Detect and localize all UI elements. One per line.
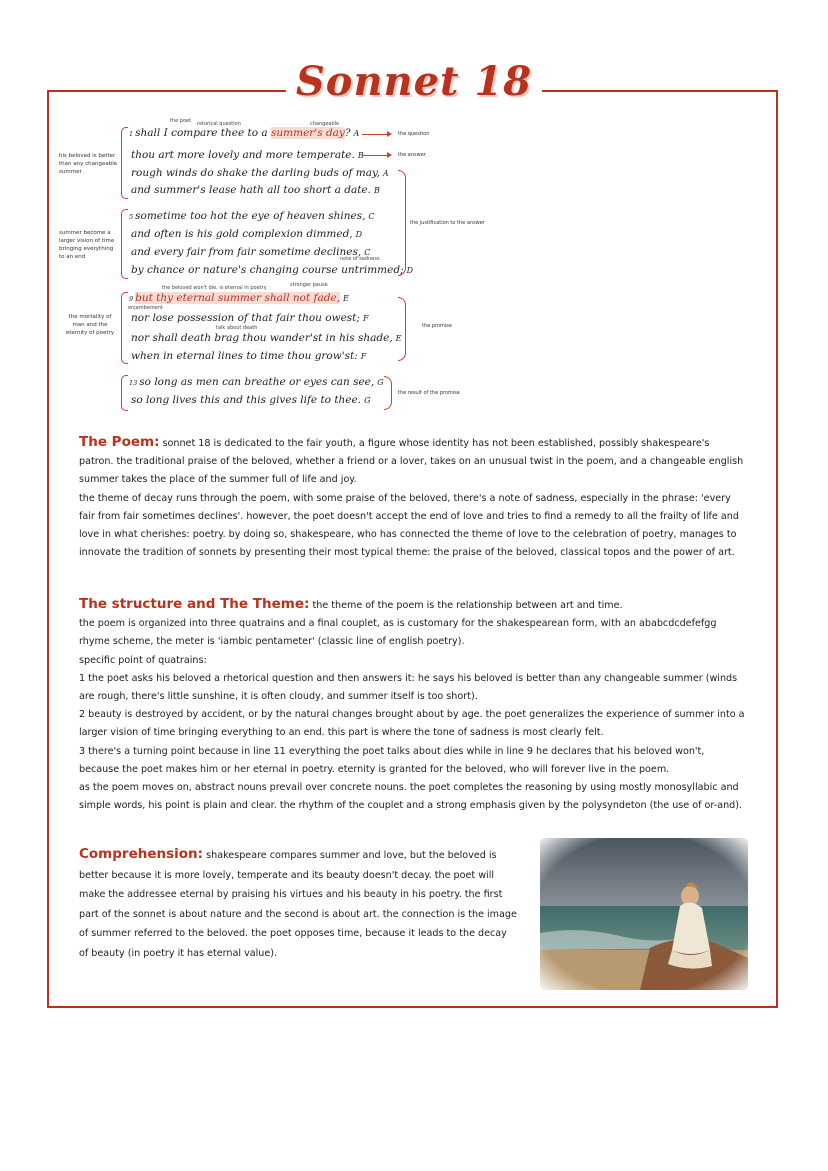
annotation-sadness: note of sadness — [340, 256, 380, 262]
annotation-the-poet: the poet — [170, 118, 192, 124]
structure-paragraph-7: as the poem moves on, abstract nouns prevail over concrete nouns. the poet completes the reasoning by using mostly monosyllabic and simple words, his point is plain and clear. the rhythm of the couplet and a strong emphasis given by the polysyndeton (the use of or-and). — [79, 782, 743, 812]
comprehension-heading: Comprehension: — [79, 846, 204, 862]
left-note-1: his beloved is better than any changeable summer — [59, 153, 118, 175]
sonnet-line: so long lives this and this gives life to thee. G — [131, 394, 371, 406]
note-justification: the justification to the answer — [410, 220, 485, 226]
poem-heading: The Poem: — [79, 434, 160, 450]
annotation-stronger-pause: stronger pause — [290, 282, 328, 288]
quatrain-point-3: 3 there's a turning point because in line 11 everything the poet talks about dies while in line 9 he declares that his beloved won't, because the poet makes him or her eternal in poetry. eternity is granted for the beloved, who will forever live in the poem. — [79, 745, 705, 775]
annotation-enjambement: enjambement — [128, 305, 163, 311]
sonnet-line: thou art more lovely and more temperate. B — [131, 149, 364, 161]
sonnet-line: 13 so long as men can breathe or eyes can see, G — [129, 376, 384, 388]
page-frame — [47, 90, 778, 1008]
sonnet-line: 5 sometime too hot the eye of heaven shines, C — [129, 210, 375, 222]
sonnet-line: 9 but thy eternal summer shall not fade, E — [129, 292, 349, 304]
sonnet-line: 1 shall I compare thee to a summer's day? A — [129, 127, 360, 139]
title-text: Sonnet 18 — [286, 58, 542, 105]
poem-paragraph-2: the theme of decay runs through the poem, with some praise of the beloved, there's a note of sadness, especially in the phrase: 'every fair from fair sometimes declines'. however, the poet doesn't accept the end of love and tries to find a remedy to all the frailty of life and love in what cherishes: poetry. by doing so, shakespeare, who has connected the theme of love to the celebration of poetry, manages to innovate the tradition of sonnets by presenting their most typical theme: the praise of the beloved, classical topos and the power of art. — [79, 492, 739, 559]
sonnet-line: and often is his gold complexion dimmed, D — [131, 228, 363, 240]
structure-paragraph-1: The structure and The Theme: the theme of the poem is the relationship between art and time. — [79, 596, 623, 612]
left-note-3: the mortality of man and the eternity of poetry — [65, 314, 115, 336]
note-promise: the promise — [422, 323, 452, 329]
sonnet-line: and summer's lease hath all too short a date. B — [131, 184, 380, 196]
quatrain-point-2: 2 beauty is destroyed by accident, or by the natural changes brought about by age. the poet generalizes the experience of summer into a larger vision of time bringing everything to an end. this part is where the tone of sadness is most clearly felt. — [79, 709, 745, 739]
sonnet-line: rough winds do shake the darling buds of may, A — [131, 167, 389, 179]
annotation-rhetorical: retorical question — [197, 121, 241, 127]
annotation-changeable: changeable — [310, 121, 340, 127]
quatrain-point-1: 1 the poet asks his beloved a rhetorical question and then answers it: he says his beloved is better than any changeable summer (winds are rough, there's little sunshine, it is often cloudy, and summer itself is too short). — [79, 672, 738, 703]
sonnet-line: when in eternal lines to time thou grow'st: F — [131, 350, 367, 362]
note-result: the result of the promise — [398, 390, 460, 396]
note-question: the question — [398, 131, 430, 137]
sonnet-line: nor lose possession of that fair thou owest; F — [131, 312, 369, 324]
comprehension-paragraph: Comprehension: shakespeare compares summer and love, but the beloved is better because it is more lovely, temperate and its beauty doesn't decay. the poet will make the addressee eternal by praising his virtues and his beauty in his poetry. the first part of the sonnet is about nature and the second is about art. the connection is the image of summer referred to the beloved. the poet opposes time, because it leads to the decay of beauty (in poetry it has eternal value). — [79, 846, 517, 959]
sonnet-line: nor shall death brag thou wander'st in his shade, E — [131, 332, 402, 344]
structure-heading: The structure and The Theme: — [79, 596, 310, 612]
poem-paragraph-1: The Poem: sonnet 18 is dedicated to the fair youth, a figure whose identity has not been established, possibly shakespeare's patron. the traditional praise of the beloved, whether a friend or a lover, takes on an unusual twist in the poem, and a changeable english summer takes the place of the summer full of life and joy. — [79, 434, 744, 486]
page-title — [0, 58, 828, 105]
annotation-beloved: the beloved won't die, is eternal in poetry — [162, 285, 267, 291]
note-answer: the answer — [398, 152, 426, 158]
structure-paragraph-2: the poem is organized into three quatrains and a final couplet, as is customary for the shakespearean form, with an ababcdcdefefgg rhyme scheme, the meter is 'iambic pentameter' (classic line of english poetry). — [79, 618, 717, 648]
left-note-2: summer become a larger vision of time bringing everything to an end — [59, 230, 115, 260]
annotation-talk-death: talk about death — [216, 325, 258, 331]
sonnet-line: by chance or nature's changing course untrimmed; D — [131, 264, 414, 276]
sonnet-line: and every fair from fair sometime declines, C — [131, 246, 371, 258]
structure-paragraph-3: specific point of quatrains: — [79, 654, 207, 666]
